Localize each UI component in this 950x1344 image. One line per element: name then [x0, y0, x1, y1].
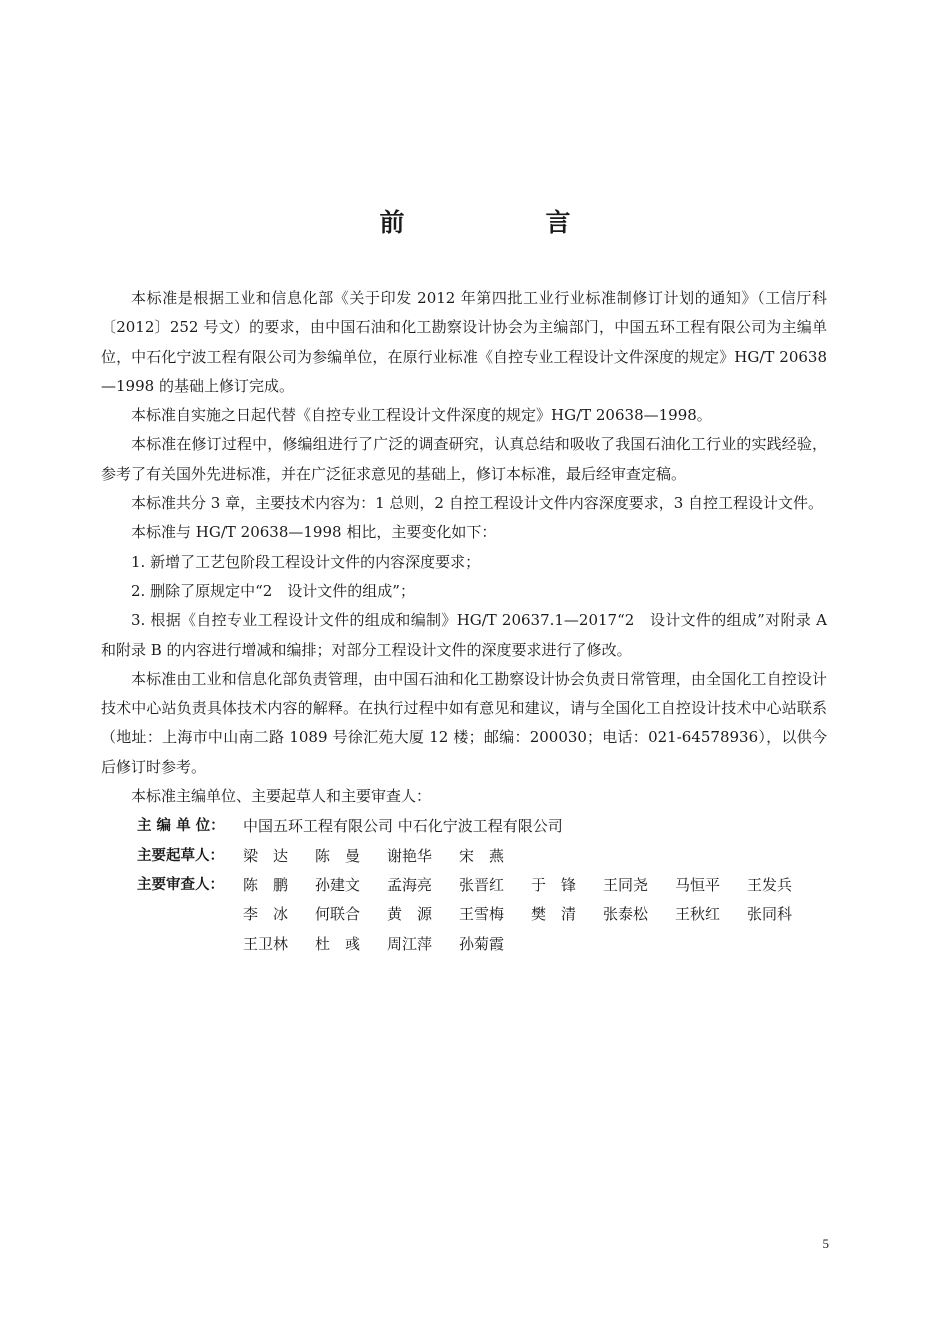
person-name: 王同尧 [603, 875, 649, 894]
person-name: 杜 彧 [315, 934, 361, 953]
person-name: 陈 曼 [315, 846, 361, 865]
person-name: 周江萍 [387, 934, 433, 953]
person-name: 王发兵 [747, 875, 793, 894]
drafters-row [101, 842, 827, 871]
person-name: 张晋红 [459, 875, 505, 894]
credits-section [101, 812, 827, 958]
drafters-list [243, 842, 827, 871]
page-title: 前 言 [379, 208, 629, 237]
person-name: 孟海亮 [387, 875, 433, 894]
reviewers-line [243, 900, 827, 929]
person-name: 孙建文 [315, 875, 361, 894]
chief-unit-row [101, 812, 827, 841]
paragraph: 本标准主编单位、主要起草人和主要审查人： [131, 787, 432, 806]
person-name: 梁 达 [243, 846, 289, 865]
person-name: 谢艳华 [387, 846, 433, 865]
reviewers-line [243, 871, 827, 900]
reviewers-row [101, 871, 827, 959]
reviewers-label: 主要审查人： [137, 876, 224, 893]
chief-unit-list [243, 812, 827, 841]
person-name: 宋 燕 [459, 846, 505, 865]
drafters-label: 主要起草人： [137, 847, 224, 864]
paragraph: 本标准自实施之日起代替《自控专业工程设计文件深度的规定》HG/T 20638—1998。 [131, 406, 712, 425]
person-name: 孙菊霞 [459, 934, 505, 953]
paragraph: 本标准与 HG/T 20638—1998 相比，主要变化如下： [131, 523, 497, 542]
chief-unit-label: 主 编 单 位： [137, 818, 225, 835]
person-name: 何联合 [315, 905, 361, 924]
page-number: 5 [822, 1236, 829, 1251]
chief-unit: 中石化宁波工程有限公司 [397, 817, 563, 836]
person-name: 张泰松 [603, 905, 649, 924]
preface-body [101, 284, 827, 959]
paragraph: 本标准在修订过程中，修编组进行了广泛的调查研究，认真总结和吸收了我国石油化工行业的实践经验，参考了有关国外先进标准，并在广泛征求意见的基础上，修订本标准，最后经审查定稿。 [101, 435, 827, 483]
chief-unit: 中国五环工程有限公司 [243, 817, 394, 836]
person-name: 黄 源 [387, 905, 433, 924]
list-item: 2. 删除了原规定中“2 设计文件的组成”； [131, 581, 415, 600]
reviewers-list [243, 871, 827, 959]
person-name: 马恒平 [675, 875, 721, 894]
person-name: 李 冰 [243, 905, 289, 924]
paragraph: 本标准由工业和信息化部负责管理，由中国石油和化工勘察设计协会负责日常管理，由全国化工自控设计技术中心站负责具体技术内容的解释。在执行过程中如有意见和建议，请与全国化工自控设计技术中心站联系（地址：上海市中山南二路 1089 号徐汇苑大厦 12 楼；邮编：200030；电话：021-64578936），以供今后修订时参考。 [101, 669, 827, 776]
person-name: 于 锋 [531, 875, 577, 894]
person-name: 王卫林 [243, 934, 289, 953]
list-item: 1. 新增了工艺包阶段工程设计文件的内容深度要求； [131, 552, 481, 571]
person-name: 陈 鹏 [243, 875, 289, 894]
paragraph: 本标准是根据工业和信息化部《关于印发 2012 年第四批工业行业标准制修订计划的通知》（工信厅科〔2012〕252 号文）的要求，由中国石油和化工勘察设计协会为主编部门，中国五环工程有限公司为主编单位，中石化宁波工程有限公司为参编单位，在原行业标准《自控专业工程设计文件深度的规定》HG/T 20638—1998 的基础上修订完成。 [101, 289, 827, 395]
paragraph: 本标准共分 3 章，主要技术内容为：1 总则，2 自控工程设计文件内容深度要求，3 自控工程设计文件。 [131, 494, 824, 513]
list-item: 3. 根据《自控专业工程设计文件的组成和编制》HG/T 20637.1—2017“2 设计文件的组成”对附录 A 和附录 B 的内容进行增减和编排；对部分工程设计文件的深度要求进行了修改。 [101, 611, 827, 659]
person-name: 樊 清 [531, 905, 577, 924]
person-name: 张同科 [747, 905, 793, 924]
person-name: 王秋红 [675, 905, 721, 924]
person-name: 王雪梅 [459, 905, 505, 924]
reviewers-line [243, 930, 827, 959]
